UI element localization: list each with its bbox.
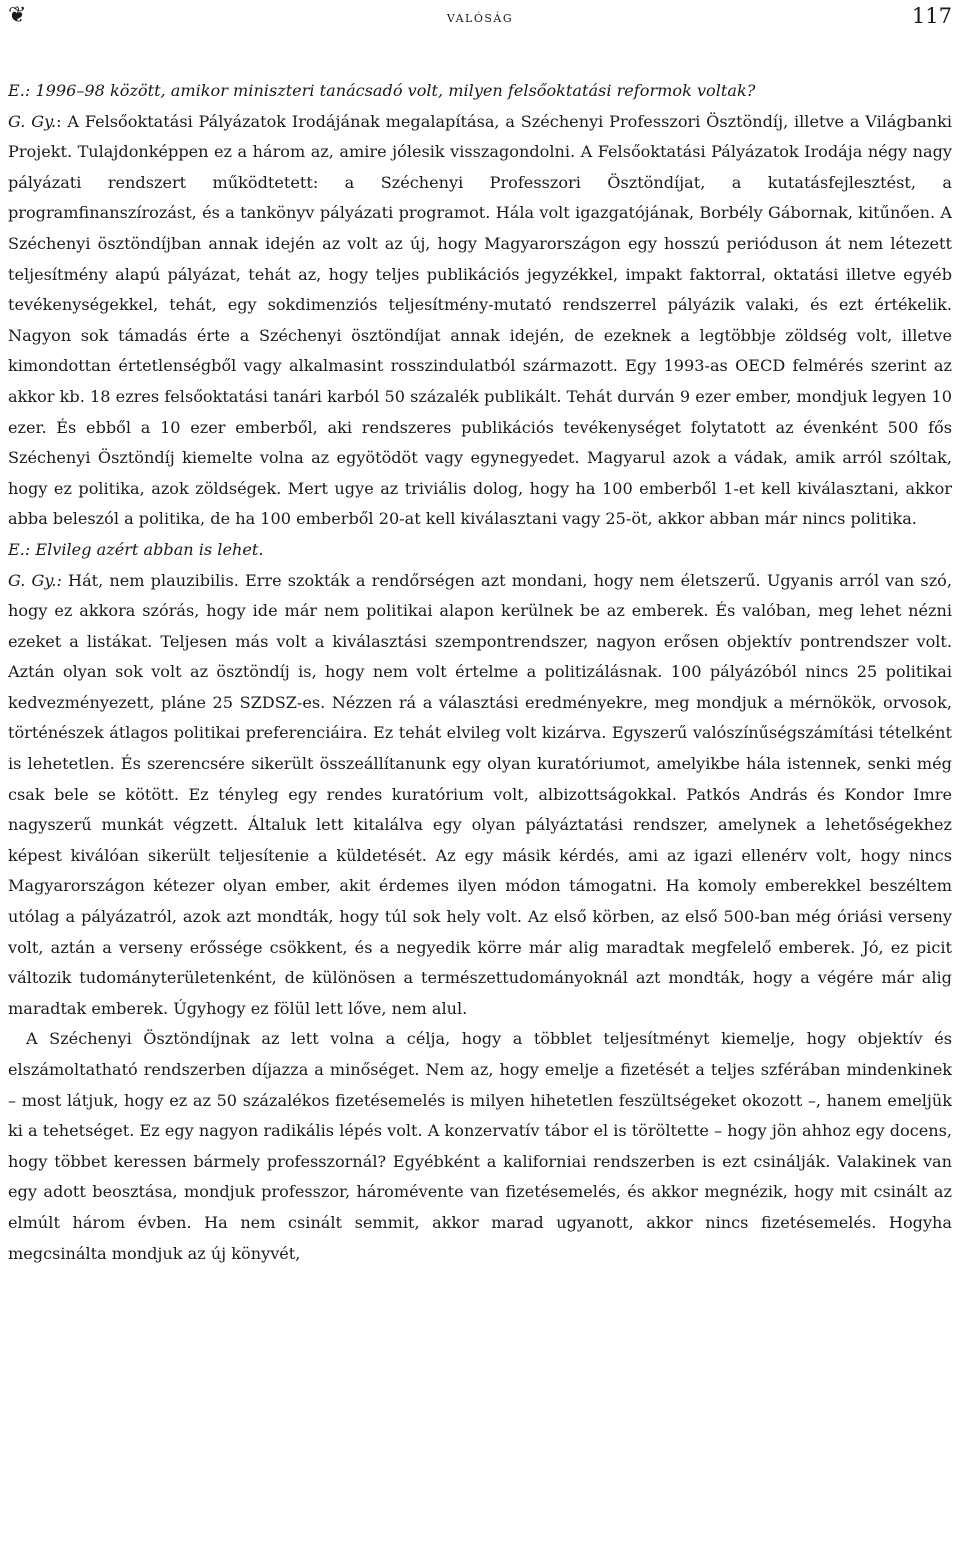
speaker-label: G. Gy.: — [8, 570, 62, 590]
document-page — [8, 0, 952, 1546]
body-text — [8, 76, 952, 1269]
fleuron-icon: ❦ — [8, 3, 27, 28]
running-title: valóság — [446, 8, 514, 26]
interview-question: E.: 1996–98 között, amikor miniszteri tanácsadó volt, milyen felsőoktatási reformok voltak? — [8, 81, 756, 100]
page-header — [8, 0, 952, 52]
page-number: 117 — [911, 4, 952, 28]
interview-question: E.: Elvileg azért abban is lehet. — [8, 539, 264, 559]
paragraph: A Széchenyi Ösztöndíjnak az lett volna a célja, hogy a többlet teljesítményt kiemelje, hogy objektív és elszámoltatható rendszerben díjazza a minőséget. Nem az, hogy emelje a fizetését a teljes szférában mindenkinek – most látjuk, hogy ez az 50 százalékos fizetésemelés is milyen hihetetlen feszültségeket okozott –, hanem emeljük ki a tehetséget. Ez egy nagyon radikális lépés volt. A konzervatív tábor el is töröltette – hogy jön ahhoz egy docens, hogy többet keressen bármely professzornál? Egyébként a kaliforniai rendszerben is ezt csinálják. Valakinek van egy adott beosztása, mondjuk professzor, háromévente van fizetésemelés, és akkor megnézik, hogy mit csinált az elmúlt három évben. Ha nem csinált semmit, akkor marad ugyanott, akkor nincs fizetésemelés. Hogyha megcsinálta mondjuk az új könyvét, — [8, 1029, 952, 1263]
interview-answer — [8, 566, 952, 1025]
answer-text: : A Felsőoktatási Pályázatok Irodájának megalapítása, a Széchenyi Professzori Ösztöndíj, illetve a Világbanki Projekt. Tulajdonképpen ez a három az, amire jólesik visszagondolni. A Felsőoktatási Pályázatok Irodája négy nagy pályázati rendszert működtetett: a Széchenyi Professzori Ösztöndíjat, a kutatásfejlesztést, a programfinanszírozást, és a tankönyv pályázati programot. Hála volt igazgatójának, Borbély Gábornak, kitűnően. A Széchenyi ösztöndíjban annak idején az volt az új, hogy Magyarországon egy hosszú perióduson át nem létezett teljesítmény alapú pályázat, tehát az, hogy teljes publikációs jegyzékkel, impakt faktorral, oktatási illetve egyéb tevékenységekkel, tehát, egy sokdimenziós teljesítmény-mutató rendszerrel pályázik valaki, és ezt értékelik. Nagyon sok támadás érte a Széchenyi ösztöndíjat annak idején, de ezeknek a legtöbbje zöldség volt, illetve kimondottan értetlenségből vagy alkalmasint rosszindulatból származott. Egy 1993-as OECD felmérés szerint az akkor kb. 18 ezres felsőoktatási tanári karból 50 százalék publikált. Tehát durván 9 ezer ember, mondjuk legyen 10 ezer. És ebből a 10 ezer emberből, aki rendszeres publikációs tevékenységet folytatott az évenként 500 fős Széchenyi Ösztöndíj kiemelte volna az egyötödöt vagy egynegyedet. Magyarul azok a vádak, amik arról szóltak, hogy ez politika, azok zöldségek. Mert ugye az triviális dolog, hogy ha 100 emberből 1-et kell kiválasztani, akkor abba beleszól a politika, de ha 100 emberből 20-at kell kiválasztani vagy 25-öt, akkor abban már nincs politika. — [8, 111, 952, 529]
interview-answer — [8, 107, 952, 535]
answer-text: Hát, nem plauzibilis. Erre szokták a rendőrségen azt mondani, hogy nem életszerű. Ugyanis arról van szó, hogy ez akkora szórás, hogy ide már nem politikai alapon kerülnek be az emberek. És valóban, meg lehet nézni ezeket a listákat. Teljesen más volt a kiválasztási szempontrendszer, nagyon erősen objektív pontrendszer volt. Aztán olyan sok volt az ösztöndíj is, hogy nem volt értelme a politizálásnak. 100 pályázóból nincs 25 politikai kedvezményezett, pláne 25 SZDSZ-es. Nézzen rá a választási eredményekre, meg mondjuk a mérnökök, orvosok, történészek átlagos politikai preferenciáira. Ez tehát elvileg volt kizárva. Egyszerű valószínűségszámítási tételként is lehetetlen. És szerencsére sikerült összeállítanunk egy olyan kuratóriumot, amelyikbe hála istennek, senki még csak bele se kötött. Ez tényleg egy rendes kuratórium volt, albizottságokkal. Patkós András és Kondor Imre nagyszerű munkát végzett. Általuk lett kitalálva egy olyan pályáztatási rendszer, amelynek a lehetőségekhez képest kiválóan sikerült teljesítenie a küldetését. Az egy másik kérdés, ami az igazi ellenérv volt, hogy nincs Magyarországon kétezer olyan ember, akit érdemes ilyen módon támogatni. Ha komoly emberekkel beszéltem utólag a pályázatról, azok azt mondták, hogy túl sok hely volt. Az első körben, az első 500-ban még óriási verseny volt, aztán a verseny erőssége csökkent, és a negyedik körre már alig maradtak megfelelő emberek. Jó, ez picit változik tudományterületenként, de különösen a természettudományoknál azt mondták, hogy a végére már alig maradtak emberek. Úgyhogy ez fölül lett lőve, nem alul. — [8, 570, 952, 1018]
speaker-label: G. Gy. — [8, 111, 57, 131]
